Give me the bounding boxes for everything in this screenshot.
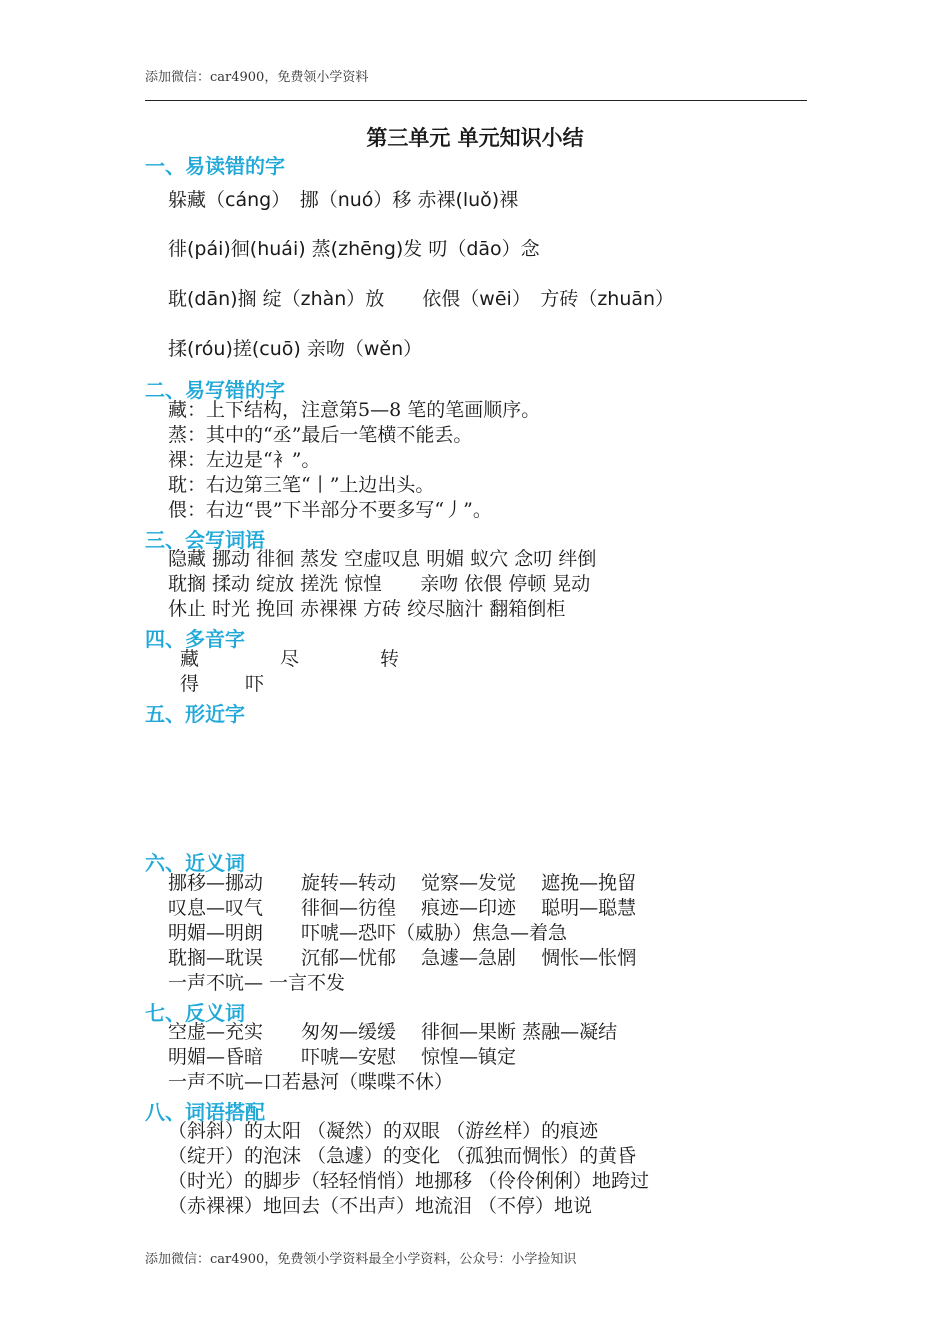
text-line: 空虚—充实 匆匆—缓缓 徘徊—果断 蒸融—凝结	[168, 1021, 618, 1043]
pinyin-line-2: 徘(pái)徊(huái) 蒸(zhēng)发 叨（dāo）念	[168, 238, 540, 260]
text-line: （绽开）的泡沫 （急遽）的变化 （孤独而惆怅）的黄昏	[168, 1145, 637, 1167]
text-line: 蒸：其中的“丞”最后一笔横不能丢。	[168, 424, 473, 446]
text-line: 挪移—挪动 旋转—转动 觉察—发觉 遮挽—挽留	[168, 872, 637, 894]
text-line: 偎：右边“畏”下半部分不要多写“丿”。	[168, 499, 492, 521]
section-heading-4: 四、多音字	[145, 627, 245, 651]
text-line: （赤裸裸）地回去（不出声）地流泪 （不停）地说	[168, 1195, 593, 1217]
text-line: 藏：上下结构，注意第5—8 笔的笔画顺序。	[168, 399, 541, 421]
section-heading-1: 一、易读错的字	[145, 154, 285, 178]
text-line: 耽搁 揉动 绽放 搓洗 惊惶 亲吻 依偎 停顿 晃动	[168, 573, 591, 595]
text-line: 一声不吭— 一言不发	[168, 972, 346, 994]
page-title: 第三单元 单元知识小结	[366, 126, 584, 150]
polyphone-char: 吓	[245, 673, 265, 695]
text-line: （时光）的脚步（轻轻悄悄）地挪移 （伶伶俐俐）地跨过	[168, 1170, 650, 1192]
page-footer: 添加微信：car4900，免费领小学资料最全小学资料，公众号：小学捡知识	[145, 1252, 577, 1267]
text-line: 耽：右边第三笔“丨”上边出头。	[168, 474, 435, 496]
text-line: （斜斜）的太阳 （凝然）的双眼 （游丝样）的痕迹	[168, 1120, 599, 1142]
polyphone-char: 尽	[280, 648, 300, 670]
header-divider	[145, 100, 807, 101]
pinyin-line-4: 揉(róu)搓(cuō) 亲吻（wěn）	[168, 338, 423, 360]
text-line: 明媚—昏暗 吓唬—安慰 惊惶—镇定	[168, 1046, 517, 1068]
pinyin-line-3: 耽(dān)搁 绽（zhàn）放 依偎（wēi） 方砖（zhuān）	[168, 288, 675, 310]
text-line: 叹息—叹气 徘徊—彷徨 痕迹—印迹 聪明—聪慧	[168, 897, 637, 919]
page-header: 添加微信：car4900，免费领小学资料	[145, 70, 369, 85]
section-heading-3: 三、会写词语	[145, 528, 265, 552]
pinyin-line-1: 躲藏（cáng） 挪（nuó）移 赤裸(luǒ)裸	[168, 189, 519, 211]
text-line: 耽搁—耽误 沉郁—忧郁 急遽—急剧 惆怅—怅惘	[168, 947, 637, 969]
section-heading-6: 六、近义词	[145, 851, 245, 875]
text-line: 休止 时光 挽回 赤裸裸 方砖 绞尽脑汁 翻箱倒柜	[168, 598, 566, 620]
text-line: 明媚—明朗 吓唬—恐吓（威胁）焦急—着急	[168, 922, 568, 944]
text-line: 裸：左边是“衤”。	[168, 449, 321, 471]
text-line: 一声不吭—口若悬河（喋喋不休）	[168, 1071, 454, 1093]
text-line: 隐藏 挪动 徘徊 蒸发 空虚叹息 明媚 蚁穴 念叨 绊倒	[168, 548, 597, 570]
section-heading-5: 五、形近字	[145, 702, 245, 726]
section-heading-7: 七、反义词	[145, 1001, 245, 1025]
polyphone-char: 藏	[180, 648, 200, 670]
polyphone-char: 得	[180, 673, 200, 695]
section-heading-8: 八、词语搭配	[145, 1100, 265, 1124]
section-heading-2: 二、易写错的字	[145, 378, 285, 402]
polyphone-char: 转	[380, 648, 400, 670]
